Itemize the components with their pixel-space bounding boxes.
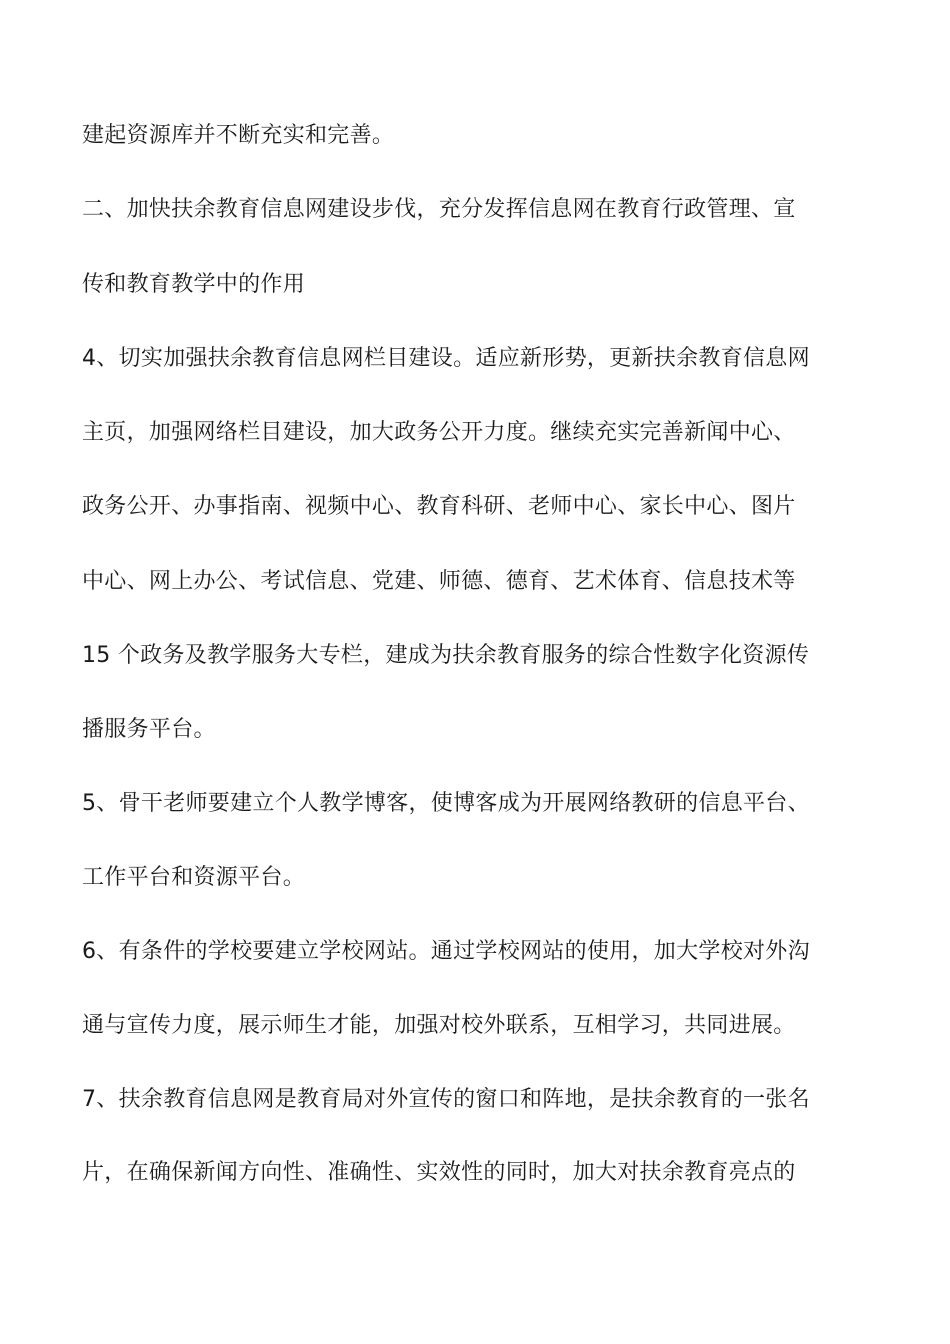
item-4-line-3: 政务公开、办事指南、视频中心、教育科研、老师中心、家长中心、图片 [82, 494, 796, 519]
item-4-line-6: 播服务平台。 [82, 717, 216, 742]
item-6-line-1: 6、有条件的学校要建立学校网站。通过学校网站的使用，加大学校对外沟 [82, 939, 810, 964]
item-7-line-1: 7、扶余教育信息网是教育局对外宣传的窗口和阵地，是扶余教育的一张名 [82, 1087, 810, 1112]
item-5-line-1: 5、骨干老师要建立个人教学博客，使博客成为开展网络教研的信息平台、 [82, 791, 810, 816]
text-line-1: 建起资源库并不断充实和完善。 [82, 123, 395, 148]
item-4-line-5: 15 个政务及教学服务大专栏，建成为扶余教育服务的综合性数字化资源传 [82, 643, 810, 668]
item-7-line-2: 片，在确保新闻方向性、准确性、实效性的同时，加大对扶余教育亮点的 [82, 1160, 796, 1185]
item-4-line-2: 主页，加强网络栏目建设，加大政务公开力度。继续充实完善新闻中心、 [82, 420, 796, 445]
item-6-line-2: 通与宣传力度，展示师生才能，加强对校外联系，互相学习，共同进展。 [82, 1013, 796, 1038]
item-4-line-1: 4、切实加强扶余教育信息网栏目建设。适应新形势，更新扶余教育信息网 [82, 346, 810, 371]
section-heading-2: 二、加快扶余教育信息网建设步伐，充分发挥信息网在教育行政管理、宣 [82, 197, 796, 222]
item-4-line-4: 中心、网上办公、考试信息、党建、师德、德育、艺术体育、信息技术等 [82, 569, 796, 594]
item-5-line-2: 工作平台和资源平台。 [82, 865, 306, 890]
section-heading-2-cont: 传和教育教学中的作用 [82, 272, 306, 297]
